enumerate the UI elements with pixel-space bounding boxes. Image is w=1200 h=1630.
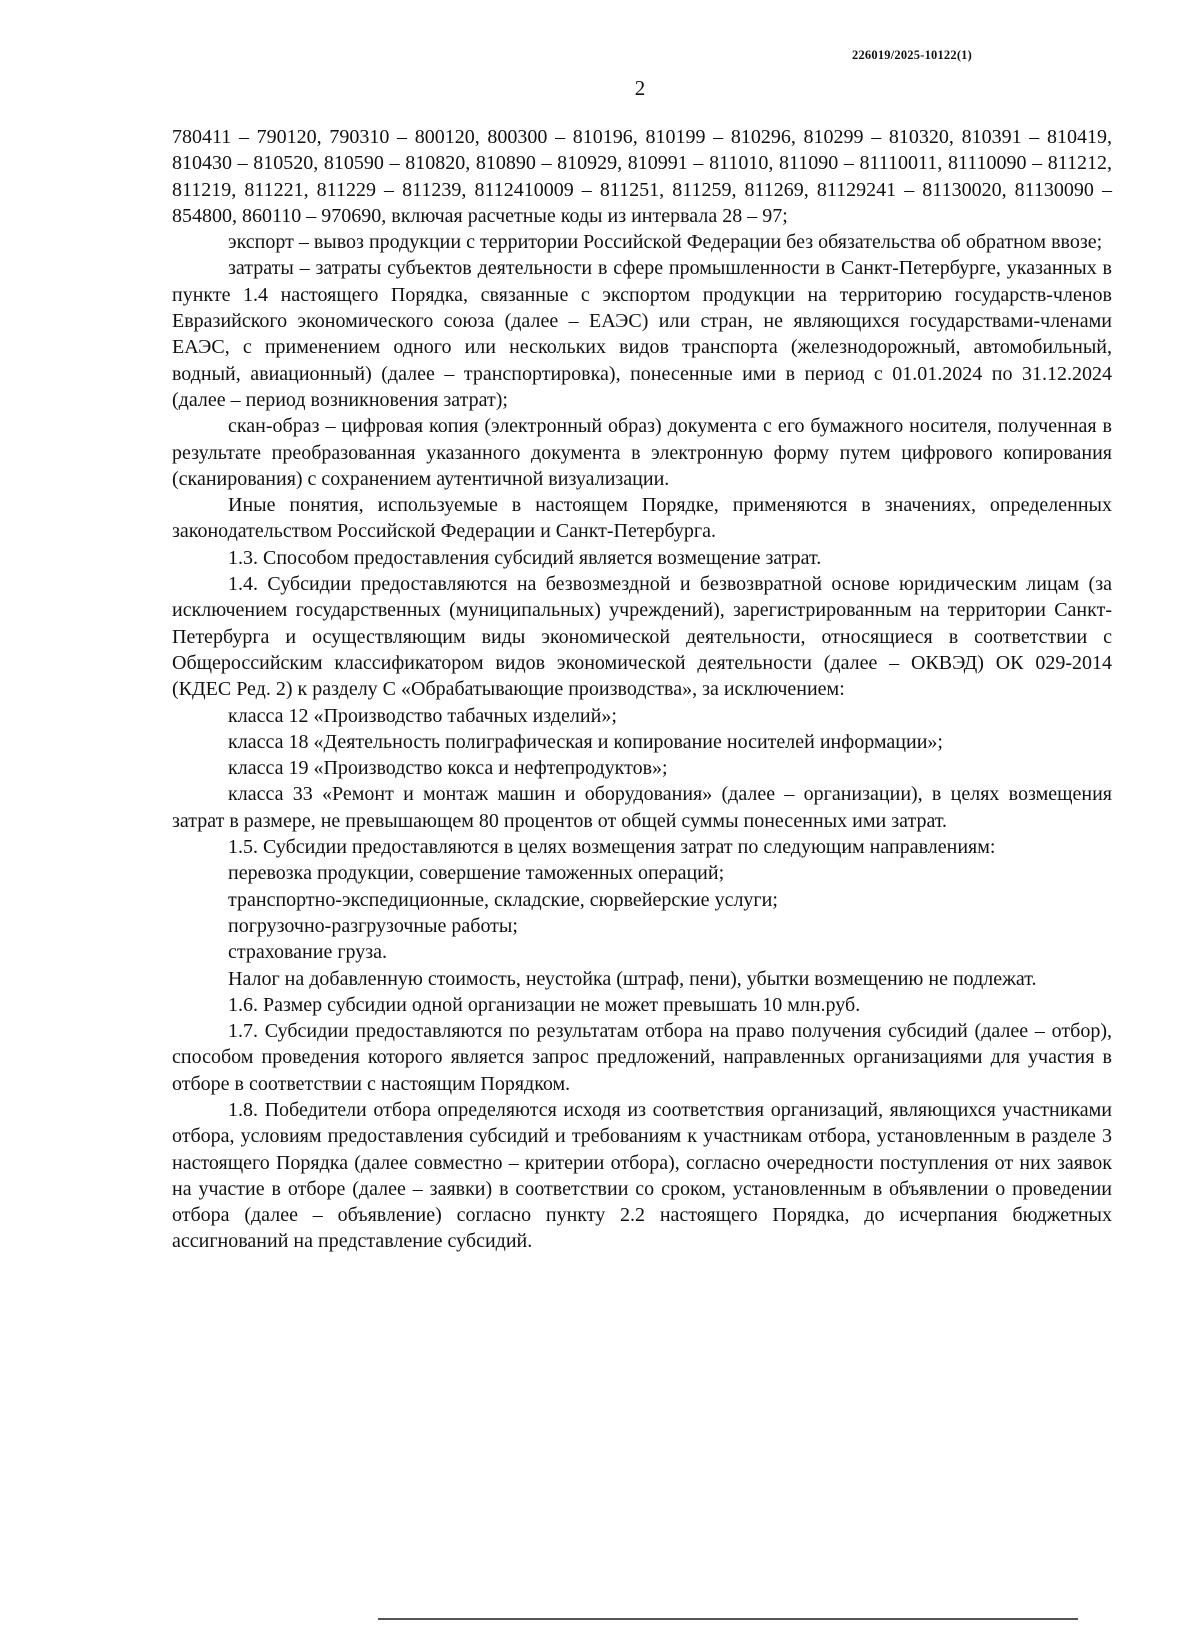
paragraph-direction-loading: погрузочно-разгрузочные работы;	[228, 914, 518, 937]
paragraph-costs-definition: затраты – затраты субъектов деятельности в сфере промышленности в Санкт-Петербурге, указанных в пункте 1.4 настоящего Порядка, связанные с экспортом продукции на территорию государств-членов Евразийского экономического союза (далее – ЕАЭС) или стран, не являющихся государствами-членами ЕАЭС, с применением одного или нескольких видов транспорта (железнодорожный, автомобильный, водный, авиационный) (далее – транспортировка), понесенные ими в период с 01.01.2024 по 31.12.2024 (далее – период возникновения затрат);	[172, 257, 1112, 411]
paragraph-scan-definition: скан-образ – цифровая копия (электронный образ) документа с его бумажного носителя, полученная в результате преобразованная указанного документа в электронную форму путем цифрового копирования (сканирования) с сохранением аутентичной визуализации.	[172, 415, 1112, 490]
paragraph-direction-transport: перевозка продукции, совершение таможенных операций;	[228, 862, 725, 885]
document-registration-number: 226019/2025-10122(1)	[852, 48, 972, 62]
paragraph-vat: Налог на добавленную стоимость, неустойка (штраф, пени), убытки возмещению не подлежат.	[228, 967, 1037, 990]
page-bottom-rule	[378, 1618, 1078, 1620]
paragraph-1-7: 1.7. Субсидии предоставляются по результатам отбора на право получения субсидий (далее – отбор), способом проведения которого является запрос предложений, направленных организациями для участия в отборе в соответствии с настоящим Порядком.	[172, 1020, 1112, 1095]
paragraph-1-6: 1.6. Размер субсидии одной организации не может превышать 10 млн.руб.	[228, 993, 861, 1016]
paragraph-class-19: класса 19 «Производство кокса и нефтепродуктов»;	[228, 757, 668, 780]
paragraph-direction-insurance: страхование груза.	[228, 941, 388, 964]
paragraph-1-5: 1.5. Субсидии предоставляются в целях возмещения затрат по следующим направлениям:	[228, 836, 996, 859]
paragraph-class-33: класса 33 «Ремонт и монтаж машин и оборудования» (далее – организации), в целях возмещения затрат в размере, не превышающем 80 процентов от общей суммы понесенных ими затрат.	[172, 783, 1112, 832]
paragraph-1-8: 1.8. Победители отбора определяются исходя из соответствия организаций, являющихся участниками отбора, условиям предоставления субсидий и требованиям к участникам отбора, установленным в разделе 3 настоящего Порядка (далее совместно – критерии отбора), согласно очередности поступления от них заявок на участие в отборе (далее – заявки) в соответствии со сроком, установленным в объявлении о проведении отбора (далее – объявление) согласно пункту 2.2 настоящего Порядка, до исчерпания бюджетных ассигнований на представление субсидий.	[172, 1098, 1112, 1253]
document-body	[172, 124, 1112, 1255]
paragraph-1-3: 1.3. Способом предоставления субсидий является возмещение затрат.	[228, 546, 822, 569]
paragraph-code-ranges: 780411 – 790120, 790310 – 800120, 800300 – 810196, 810199 – 810296, 810299 – 810320, 810391 – 810419, 810430 – 810520, 810590 – 810820, 810890 – 810929, 810991 – 811010, 811090 – 81110011, 81110090 – 811212, 811219, 811221, 811229 – 811239, 8112410009 – 811251, 811259, 811269, 81129241 – 81130020, 81130090 – 854800, 860110 – 970690, включая расчетные коды из интервала 28 – 97;	[172, 126, 1112, 227]
paragraph-class-12: класса 12 «Производство табачных изделий»;	[228, 704, 617, 727]
paragraph-export-definition: экспорт – вывоз продукции с территории Российской Федерации без обязательства об обратном ввозе;	[228, 231, 1103, 254]
paragraph-class-18: класса 18 «Деятельность полиграфическая и копирование носителей информации»;	[228, 730, 943, 753]
page-number: 2	[634, 76, 646, 100]
paragraph-other-terms: Иные понятия, используемые в настоящем Порядке, применяются в значениях, определенных законодательством Российской Федерации и Санкт-Петербурга.	[172, 494, 1112, 543]
paragraph-direction-services: транспортно-экспедиционные, складские, сюрвейерские услуги;	[228, 888, 778, 911]
paragraph-1-4: 1.4. Субсидии предоставляются на безвозмездной и безвозвратной основе юридическим лицам (за исключением государственных (муниципальных) учреждений), зарегистрированным на территории Санкт-Петербурга и осуществляющим виды экономической деятельности, относящиеся в соответствии с Общероссийским классификатором видов экономической деятельности (далее – ОКВЭД) ОК 029-2014 (КДЕС Ред. 2) к разделу С «Обрабатывающие производства», за исключением:	[172, 573, 1112, 701]
